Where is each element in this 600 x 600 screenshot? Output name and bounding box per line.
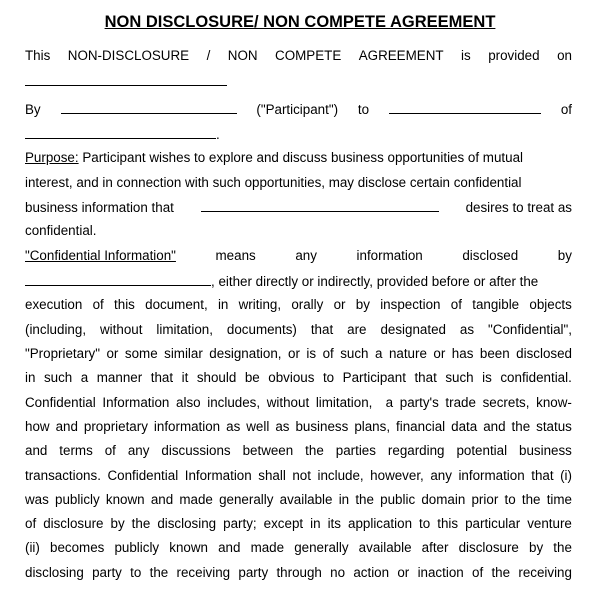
word: include,: [317, 468, 364, 483]
word: publicly: [55, 492, 100, 507]
confidential-line: [25, 565, 572, 581]
word: designation,: [209, 346, 282, 361]
confidential-line: [25, 419, 572, 435]
word: regarding: [387, 443, 445, 458]
confidential-line-2: [25, 273, 572, 290]
word: Confidential: [25, 395, 96, 410]
word: or: [106, 346, 119, 361]
word: of: [92, 297, 104, 312]
purpose-text: interest, and in connection with such opportunities, may disclose certain confidential: [25, 175, 522, 190]
word: the: [491, 565, 511, 580]
confidential-text: , either directly or indirectly, provided before or after the: [211, 274, 539, 289]
word: through: [276, 565, 322, 580]
word: generally: [294, 540, 349, 555]
word: of: [322, 346, 334, 361]
word: no: [330, 565, 346, 580]
word: how: [25, 419, 50, 434]
intro-line-3: [25, 101, 572, 118]
word: information: [153, 419, 221, 434]
word: designated: [380, 322, 446, 337]
purpose-line-1: [25, 150, 572, 166]
confidential-line: [25, 370, 572, 386]
confidential-line: [25, 516, 572, 532]
word: inaction: [417, 565, 464, 580]
word: except: [263, 516, 304, 531]
word: after: [421, 540, 449, 555]
word: a: [385, 395, 394, 410]
word: such: [43, 370, 73, 385]
intro-period: .: [216, 127, 220, 142]
word: Participant: [342, 370, 406, 385]
word: in: [217, 297, 229, 312]
word: been: [479, 346, 510, 361]
word: confidential.: [500, 370, 572, 385]
word: similar: [164, 346, 203, 361]
intro-word: This: [25, 48, 51, 63]
word: also: [176, 395, 201, 410]
word: a: [375, 346, 383, 361]
word: of: [472, 565, 484, 580]
word: of: [25, 516, 37, 531]
word: that: [310, 322, 334, 337]
word: the: [521, 492, 541, 507]
word: action: [353, 565, 390, 580]
word: this: [114, 297, 135, 312]
intro-word: COMPETE: [275, 48, 342, 63]
word: manner: [96, 370, 143, 385]
word: generally: [219, 492, 274, 507]
word: "Confidential",: [488, 322, 572, 337]
word: by: [355, 297, 370, 312]
word: however,: [370, 468, 424, 483]
word: application: [348, 516, 413, 531]
purpose-text: confidential.: [25, 223, 97, 238]
word: Confidential: [107, 468, 179, 483]
purpose-text: Participant wishes to explore and discuss business opportunities of mutual: [82, 150, 523, 165]
word: to: [419, 516, 431, 531]
confidential-line: [25, 297, 572, 313]
word: shall: [258, 468, 286, 483]
word: Information: [102, 395, 170, 410]
to-blank[interactable]: [389, 101, 541, 114]
word: and: [25, 443, 48, 458]
intro-word: is: [461, 48, 471, 63]
word: includes,: [207, 395, 261, 410]
intro-word: /: [206, 48, 211, 63]
word: the: [511, 419, 531, 434]
purpose-heading: Purpose:: [25, 150, 79, 165]
word: the: [131, 516, 151, 531]
word: not: [292, 468, 311, 483]
word: known: [169, 540, 208, 555]
word: any: [127, 443, 150, 458]
word: by: [110, 516, 125, 531]
word: disclosing: [157, 516, 217, 531]
word: available: [279, 492, 333, 507]
word: tangible: [472, 297, 520, 312]
word: parties: [335, 443, 376, 458]
to-label: to: [357, 102, 370, 117]
word: in: [25, 370, 36, 385]
word: document,: [145, 297, 208, 312]
word: disclosed: [516, 346, 572, 361]
word: this: [437, 516, 459, 531]
word: (including,: [25, 322, 87, 337]
word: "Proprietary": [25, 346, 100, 361]
word: time: [546, 492, 572, 507]
word: to: [322, 370, 335, 385]
word: venture: [527, 516, 572, 531]
word: becomes: [50, 540, 105, 555]
word: such: [445, 370, 474, 385]
discloser-blank[interactable]: [25, 273, 211, 286]
word: obvious: [268, 370, 315, 385]
word: limitation,: [156, 322, 213, 337]
document-title: NON DISCLOSURE/ NON COMPETE AGREEMENT: [104, 13, 496, 31]
word: party: [92, 565, 122, 580]
word: any: [430, 468, 452, 483]
word: data: [451, 419, 478, 434]
word: and: [218, 540, 241, 555]
word: limitation,: [315, 395, 373, 410]
by-label: By: [25, 102, 41, 117]
intro-word: provided: [488, 48, 540, 63]
intro-line-4: [25, 126, 572, 143]
word: and: [55, 419, 78, 434]
intro-line-2: [25, 73, 572, 86]
word: is: [306, 346, 317, 361]
word: domain: [421, 492, 466, 507]
word: trade: [445, 395, 476, 410]
word: as: [226, 419, 241, 434]
word: should: [196, 370, 237, 385]
intro-word: NON-DISCLOSURE: [67, 48, 190, 63]
company-blank[interactable]: [201, 199, 439, 212]
confidential-line: [25, 395, 572, 411]
word: secrets,: [482, 395, 530, 410]
word: documents): [226, 322, 297, 337]
confidential-line: [25, 540, 572, 556]
word: objects: [529, 297, 572, 312]
word: are: [347, 322, 367, 337]
word: (i): [560, 468, 572, 483]
word: (ii): [25, 540, 40, 555]
confidential-word: disclosed: [462, 248, 519, 263]
word: particular: [465, 516, 521, 531]
word: potential: [456, 443, 508, 458]
of-label: of: [560, 102, 572, 117]
word: terms: [59, 443, 93, 458]
word: a: [80, 370, 89, 385]
word: has: [451, 346, 474, 361]
word: by: [529, 540, 544, 555]
word: as: [459, 322, 475, 337]
word: disclosure: [43, 516, 104, 531]
intro-word: on: [557, 48, 572, 63]
confidential-word: any: [295, 248, 317, 263]
word: without: [266, 395, 310, 410]
purpose-line-3: [25, 199, 572, 216]
word: disclosing: [25, 565, 84, 580]
word: without: [100, 322, 143, 337]
word: inspection: [380, 297, 441, 312]
word: known: [105, 492, 145, 507]
word: or: [433, 346, 446, 361]
confidential-line-1: [25, 248, 572, 264]
word: disclosure: [458, 540, 519, 555]
word: discussions: [161, 443, 231, 458]
word: its: [327, 516, 341, 531]
word: receiving: [176, 565, 231, 580]
word: as: [275, 419, 290, 434]
word: it: [181, 370, 189, 385]
purpose-text: desires to treat as: [465, 200, 572, 215]
by-blank[interactable]: [61, 101, 237, 114]
confidential-heading: "Confidential Information": [25, 248, 176, 263]
word: party;: [223, 516, 257, 531]
word: receiving: [518, 565, 572, 580]
word: the: [305, 443, 324, 458]
word: Information: [184, 468, 252, 483]
word: well: [246, 419, 270, 434]
intro-word: AGREEMENT: [358, 48, 444, 63]
word: business: [295, 419, 349, 434]
word: in: [338, 492, 350, 507]
word: is: [482, 370, 492, 385]
word: or: [397, 565, 410, 580]
word: that: [531, 468, 554, 483]
word: some: [124, 346, 158, 361]
word: or: [333, 297, 346, 312]
word: available: [358, 540, 412, 555]
purpose-text: business information that: [25, 200, 174, 215]
confidential-word: by: [557, 248, 572, 263]
word: party: [238, 565, 269, 580]
confidential-line: [25, 322, 572, 338]
word: that: [414, 370, 437, 385]
confidential-line: [25, 468, 572, 484]
word: of: [104, 443, 116, 458]
word: to: [504, 492, 516, 507]
word: orally: [291, 297, 324, 312]
confidential-word: information: [356, 248, 423, 263]
word: proprietary: [83, 419, 148, 434]
confidential-line: [25, 492, 572, 508]
word: and: [483, 419, 506, 434]
confidential-line: [25, 443, 572, 459]
word: transactions.: [25, 468, 101, 483]
word: made: [250, 540, 285, 555]
purpose-line-2: [25, 175, 572, 191]
word: that: [150, 370, 174, 385]
word: financial: [396, 419, 446, 434]
word: or: [288, 346, 300, 361]
word: party's: [399, 395, 439, 410]
purpose-line-4: [25, 223, 572, 239]
word: the: [553, 540, 572, 555]
word: execution: [25, 297, 83, 312]
word: made: [179, 492, 213, 507]
of-blank[interactable]: [25, 126, 216, 139]
word: information: [458, 468, 525, 483]
word: prior: [471, 492, 499, 507]
word: the: [149, 565, 169, 580]
intro-line-1: [25, 48, 572, 64]
word: publicly: [114, 540, 160, 555]
confidential-line: [25, 346, 572, 362]
word: public: [380, 492, 416, 507]
date-blank[interactable]: [25, 73, 227, 86]
word: plans,: [354, 419, 391, 434]
word: nature: [388, 346, 427, 361]
word: between: [242, 443, 294, 458]
intro-word: NON: [227, 48, 258, 63]
word: to: [130, 565, 142, 580]
confidential-word: means: [215, 248, 256, 263]
participant-label: ("Participant"): [256, 102, 339, 117]
word: in: [310, 516, 321, 531]
word: of: [450, 297, 462, 312]
word: writing,: [238, 297, 282, 312]
word: and: [150, 492, 174, 507]
word: the: [355, 492, 374, 507]
word: was: [25, 492, 49, 507]
word: business: [519, 443, 572, 458]
word: be: [244, 370, 260, 385]
word: know-: [536, 395, 572, 410]
word: such: [340, 346, 369, 361]
word: status: [536, 419, 572, 434]
